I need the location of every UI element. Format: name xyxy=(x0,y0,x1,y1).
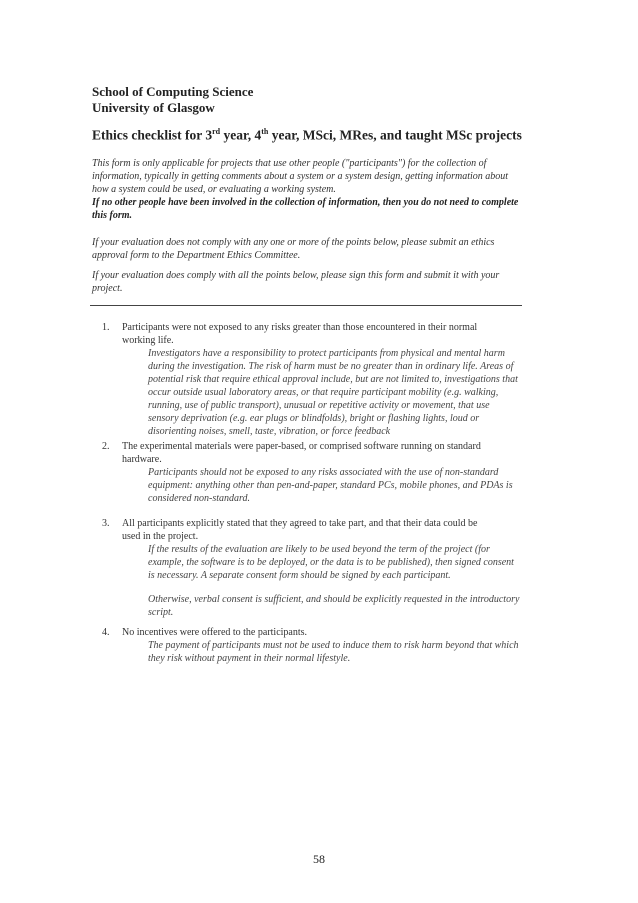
page-number: 58 xyxy=(313,852,325,866)
checklist-item-incentives xyxy=(102,626,522,665)
item-statement: All participants explicitly stated that they agreed to take part, and that their data could be used in the project. xyxy=(122,518,478,542)
item-number: 3. xyxy=(102,518,110,529)
title-part2: year, 4 xyxy=(220,127,262,143)
intro-paragraph-applicability: This form is only applicable for projects that use other people ("participants") for the collection of information, typically in getting comments about a system or a system design, getting information about how a system could be used, or evaluating a working system. xyxy=(92,158,509,195)
item-guidance: If the results of the evaluation are likely to be used beyond the term of the project (for example, the software is to be deployed, or the data is to be published), then signed consent is necessary. A separate consent form should be signed by each participant. xyxy=(148,544,514,581)
item-number: 2. xyxy=(102,441,110,452)
item-guidance: The payment of participants must not be used to induce them to risk harm beyond that which they risk without payment in their normal lifestyle. xyxy=(148,640,519,664)
intro-paragraph-compliance: If your evaluation does comply with all the points below, please sign this form and submit it with your project. xyxy=(92,270,500,294)
item-guidance: Participants should not be exposed to any risks associated with the use of non-standard equipment: anything other than pen-and-paper, standard PCs, mobile phones, and PDAs is considered non-standard. xyxy=(148,467,513,504)
school-header xyxy=(92,84,253,116)
title-sup2: th xyxy=(261,127,269,136)
item-number: 4. xyxy=(102,627,110,638)
checklist-item-materials xyxy=(102,440,522,505)
item-statement: Participants were not exposed to any risks greater than those encountered in their normal working life. xyxy=(122,322,478,346)
section-divider xyxy=(90,305,522,306)
intro-paragraph-no-participants: If no other people have been involved in the collection of information, then you do not need to complete this form. xyxy=(92,197,519,221)
title-sup1: rd xyxy=(212,127,221,136)
item-number: 1. xyxy=(102,322,110,333)
item-guidance-secondary: Otherwise, verbal consent is sufficient, and should be explicitly requested in the introductory script. xyxy=(148,594,520,618)
page-title xyxy=(92,124,542,144)
item-statement: The experimental materials were paper-based, or comprised software running on standard hardware. xyxy=(122,441,481,465)
intro-paragraph-non-compliance: If your evaluation does not comply with any one or more of the points below, please submit an ethics approval form to the Department Ethics Committee. xyxy=(92,237,495,261)
item-statement: No incentives were offered to the participants. xyxy=(122,627,308,638)
checklist-item-consent xyxy=(102,517,522,619)
item-guidance: Investigators have a responsibility to protect participants from physical and mental harm during the investigation. The risk of harm must be no greater than in ordinary life. Areas of potential risk that require ethical approval include, but are not limited to, investigations that occur outside usual laboratory areas, or that require participant mobility (e.g. walking, running, use of public transport), unusual or repetitive activity or movement, that use sensory deprivation (e.g. ear plugs or blindfolds), bright or flashing lights, loud or disorienting noises, smell, taste, vibration, or force feedback xyxy=(148,348,518,437)
university-name: University of Glasgow xyxy=(92,100,215,115)
title-part3: year, MSci, MRes, and taught MSc projects xyxy=(268,127,522,143)
checklist-item-risks xyxy=(102,321,522,438)
school-name: School of Computing Science xyxy=(92,84,254,99)
title-part1: Ethics checklist for 3 xyxy=(92,127,213,143)
